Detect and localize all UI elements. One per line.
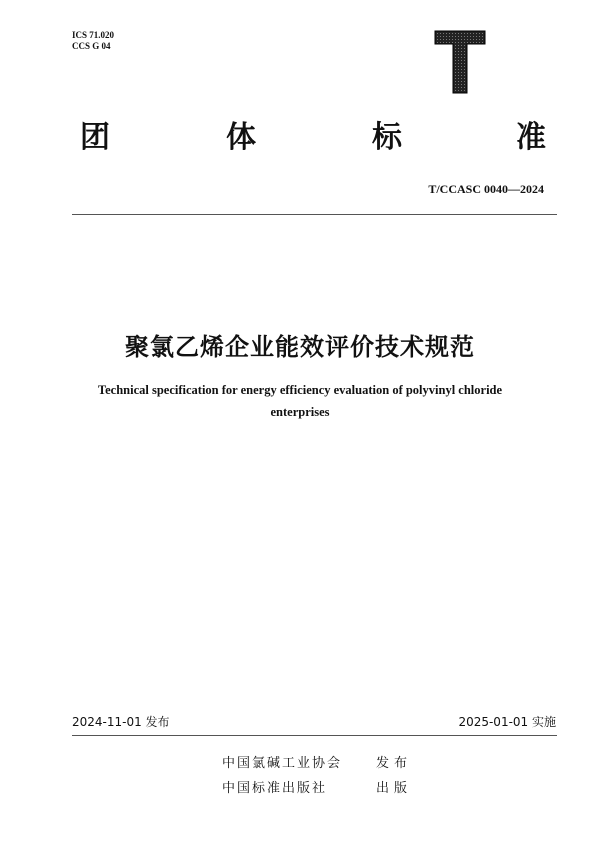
- bottom-divider: [72, 735, 557, 736]
- title-english-line-2: enterprises: [270, 405, 330, 419]
- big-t-icon: [434, 30, 486, 94]
- implement-date: 2025-01-01 实施: [458, 715, 556, 729]
- standard-number: T/CCASC 0040—2024: [428, 182, 544, 196]
- standard-category-logo: [434, 30, 486, 94]
- title-english-line-1: Technical specification for energy efficiency evaluation of polyvinyl chloride: [97, 383, 503, 397]
- ics-code: ICS 71.020: [72, 30, 115, 40]
- title-chinese: 聚氯乙烯企业能效评价技术规范: [125, 333, 475, 361]
- press-name: 中国标准出版社: [222, 781, 328, 796]
- top-divider: [72, 214, 557, 215]
- classification-codes: [72, 30, 114, 52]
- ccs-code: CCS G 04: [72, 41, 111, 51]
- publish-date: 2024-11-01 发布: [72, 715, 170, 729]
- category-char-1: 团: [80, 120, 110, 155]
- publisher-action: 发布: [376, 756, 413, 771]
- category-char-4: 准: [516, 120, 546, 155]
- publisher-name: 中国氯碱工业协会: [222, 756, 343, 771]
- press-action: 出版: [376, 781, 413, 796]
- category-char-2: 体: [226, 120, 256, 155]
- title-english: [60, 379, 540, 423]
- category-char-3: 标: [372, 120, 402, 155]
